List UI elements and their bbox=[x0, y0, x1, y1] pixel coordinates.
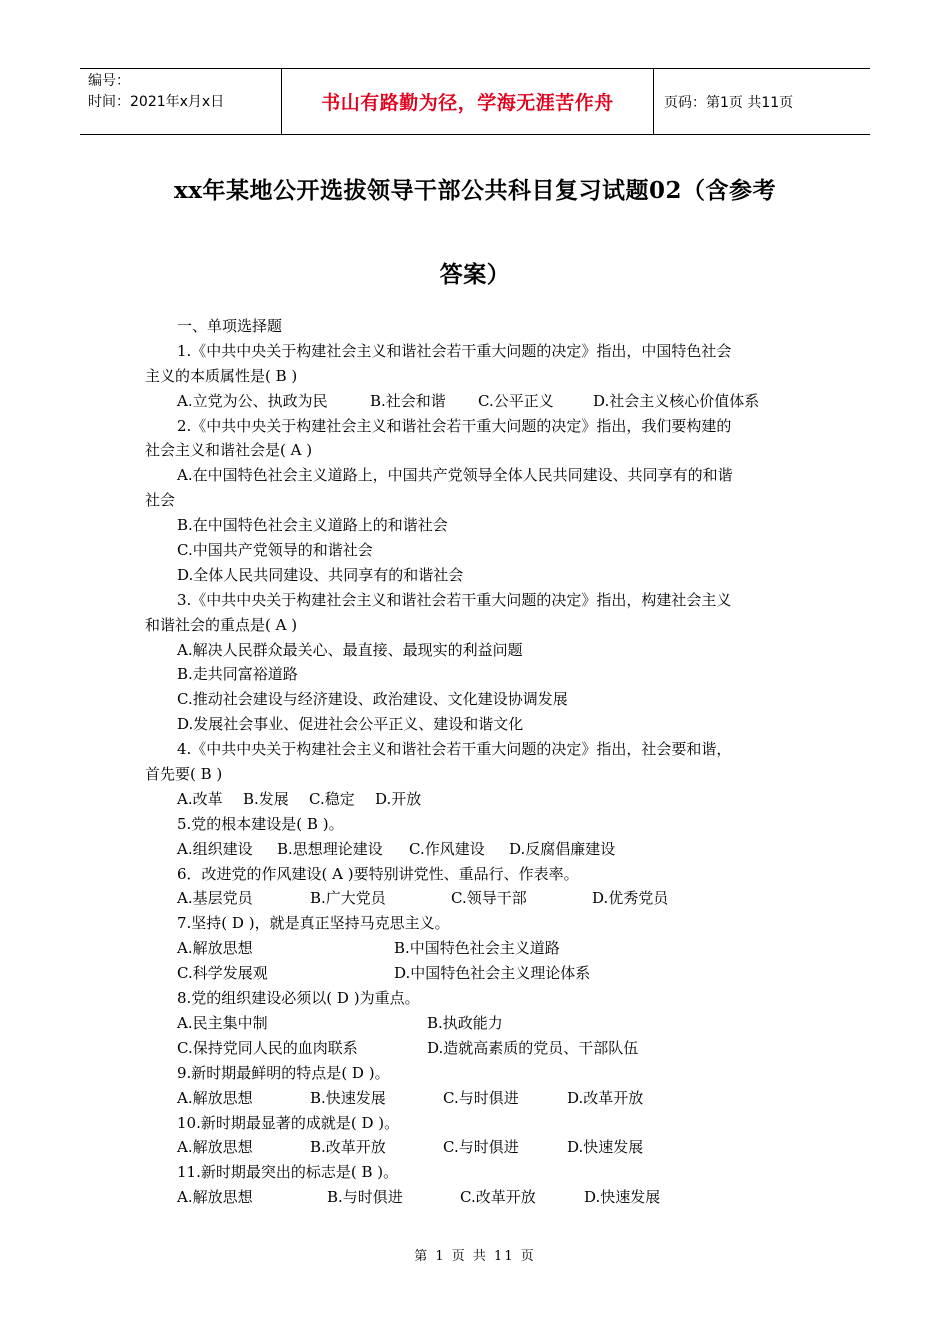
question-4-stem: 4.《中共中央关于构建社会主义和谐社会若干重大问题的决定》指出，社会要和谐， bbox=[177, 740, 732, 759]
option-d: D.开放 bbox=[375, 789, 422, 808]
header-page-cell bbox=[654, 69, 870, 134]
question-7-options-row1 bbox=[145, 936, 810, 961]
option-b: B.中国特色社会主义道路 bbox=[394, 939, 560, 958]
option-a: A.立党为公、执政为民 bbox=[177, 391, 328, 410]
header-motto-cell bbox=[282, 69, 654, 134]
option-d: D.造就高素质的党员、干部队伍 bbox=[427, 1038, 639, 1057]
option-d: D.优秀党员 bbox=[592, 889, 669, 908]
option-a: A.民主集中制 bbox=[177, 1013, 268, 1032]
question-2-option-d: D.全体人民共同建设、共同享有的和谐社会 bbox=[177, 565, 464, 584]
page-footer: 第 1 页 共 11 页 bbox=[414, 1249, 536, 1264]
question-3-stem: 3.《中共中央关于构建社会主义和谐社会若干重大问题的决定》指出，构建社会主义 bbox=[177, 590, 732, 609]
question-3-option-c: C.推动社会建设与经济建设、政治建设、文化建设协调发展 bbox=[177, 690, 568, 709]
question-2-option-a-cont: 社会 bbox=[145, 491, 176, 510]
option-c: C.领导干部 bbox=[451, 889, 527, 908]
question-1-stem: 1.《中共中央关于构建社会主义和谐社会若干重大问题的决定》指出，中国特色社会 bbox=[177, 341, 732, 360]
option-a: A.解放思想 bbox=[177, 1138, 253, 1157]
option-a: A.解放思想 bbox=[177, 1088, 253, 1107]
option-b: B.社会和谐 bbox=[370, 391, 446, 410]
option-a: A.解放思想 bbox=[177, 1188, 253, 1207]
option-d: D.反腐倡廉建设 bbox=[509, 839, 616, 858]
option-b: B.发展 bbox=[243, 789, 289, 808]
question-9-options bbox=[145, 1086, 810, 1111]
question-11-stem: 11.新时期最突出的标志是( B )。 bbox=[177, 1163, 399, 1182]
option-d: D.改革开放 bbox=[567, 1088, 644, 1107]
date-label: 时间：2021年x月x日 bbox=[88, 94, 225, 110]
option-b: B.与时俱进 bbox=[327, 1188, 403, 1207]
option-c: C.改革开放 bbox=[460, 1188, 536, 1207]
document-header bbox=[80, 68, 870, 135]
question-11-options bbox=[145, 1185, 810, 1210]
question-2-option-c: C.中国共产党领导的和谐社会 bbox=[177, 541, 373, 560]
question-5-stem: 5.党的根本建设是( B )。 bbox=[177, 814, 344, 833]
section-heading: 一、单项选择题 bbox=[177, 317, 283, 335]
option-c: C.保持党同人民的血肉联系 bbox=[177, 1038, 358, 1057]
question-1-options bbox=[145, 389, 810, 414]
option-a: A.解放思想 bbox=[177, 939, 253, 958]
question-1-stem-cont: 主义的本质属性是( B ) bbox=[145, 366, 298, 385]
number-label: 编号： bbox=[88, 73, 130, 89]
option-d: D.快速发展 bbox=[584, 1188, 661, 1207]
option-d: D.社会主义核心价值体系 bbox=[593, 391, 760, 410]
question-5-options bbox=[145, 837, 810, 862]
question-6-options bbox=[145, 886, 810, 911]
question-2-stem: 2.《中共中央关于构建社会主义和谐社会若干重大问题的决定》指出，我们要构建的 bbox=[177, 416, 732, 435]
question-3-stem-cont: 和谐社会的重点是( A ) bbox=[145, 615, 298, 634]
question-9-stem: 9.新时期最鲜明的特点是( D )。 bbox=[177, 1063, 390, 1082]
question-2-option-a: A.在中国特色社会主义道路上，中国共产党领导全体人民共同建设、共同享有的和谐 bbox=[177, 466, 733, 485]
question-8-options-row2 bbox=[145, 1036, 810, 1061]
question-2-option-b: B.在中国特色社会主义道路上的和谐社会 bbox=[177, 516, 448, 535]
option-a: A.基层党员 bbox=[177, 889, 253, 908]
question-2-stem-cont: 社会主义和谐社会是( A ) bbox=[145, 441, 313, 460]
option-c: C.与时俱进 bbox=[443, 1138, 519, 1157]
question-7-options-row2 bbox=[145, 961, 810, 986]
option-c: C.稳定 bbox=[309, 789, 355, 808]
option-c: C.科学发展观 bbox=[177, 964, 268, 983]
question-10-options bbox=[145, 1135, 810, 1160]
option-b: B.广大党员 bbox=[310, 889, 386, 908]
option-b: B.改革开放 bbox=[310, 1138, 386, 1157]
option-b: B.快速发展 bbox=[310, 1088, 386, 1107]
question-8-stem: 8.党的组织建设必须以( D )为重点。 bbox=[177, 989, 420, 1008]
question-3-option-d: D.发展社会事业、促进社会公平正义、建设和谐文化 bbox=[177, 715, 524, 734]
question-3-option-a: A.解决人民群众最关心、最直接、最现实的利益问题 bbox=[177, 640, 523, 659]
document-title-line2: 答案） bbox=[439, 261, 511, 288]
option-c: C.作风建设 bbox=[409, 839, 485, 858]
option-a: A.改革 bbox=[177, 789, 223, 808]
question-6-stem: 6．改进党的作风建设( A )要特别讲党性、重品行、作表率。 bbox=[177, 864, 579, 883]
question-3-option-b: B.走共同富裕道路 bbox=[177, 665, 298, 684]
page-label: 页码：第1页 共11页 bbox=[664, 94, 794, 111]
option-d: D.中国特色社会主义理论体系 bbox=[394, 964, 591, 983]
question-8-options-row1 bbox=[145, 1011, 810, 1036]
question-4-options bbox=[145, 787, 810, 812]
option-b: B.执政能力 bbox=[427, 1013, 503, 1032]
option-c: C.与时俱进 bbox=[443, 1088, 519, 1107]
option-b: B.思想理论建设 bbox=[277, 839, 383, 858]
option-a: A.组织建设 bbox=[177, 839, 253, 858]
question-7-stem: 7.坚持( D )，就是真正坚持马克思主义。 bbox=[177, 914, 450, 933]
motto-text: 书山有路勤为径，学海无涯苦作舟 bbox=[321, 92, 614, 114]
question-10-stem: 10.新时期最显著的成就是( D )。 bbox=[177, 1113, 400, 1132]
option-c: C.公平正义 bbox=[478, 391, 554, 410]
question-4-stem-cont: 首先要( B ) bbox=[145, 765, 223, 784]
header-meta-cell bbox=[80, 69, 282, 134]
option-d: D.快速发展 bbox=[567, 1138, 644, 1157]
document-body bbox=[145, 314, 810, 1210]
document-title-line1: xx年某地公开选拔领导干部公共科目复习试题02（含参考 bbox=[174, 177, 776, 204]
